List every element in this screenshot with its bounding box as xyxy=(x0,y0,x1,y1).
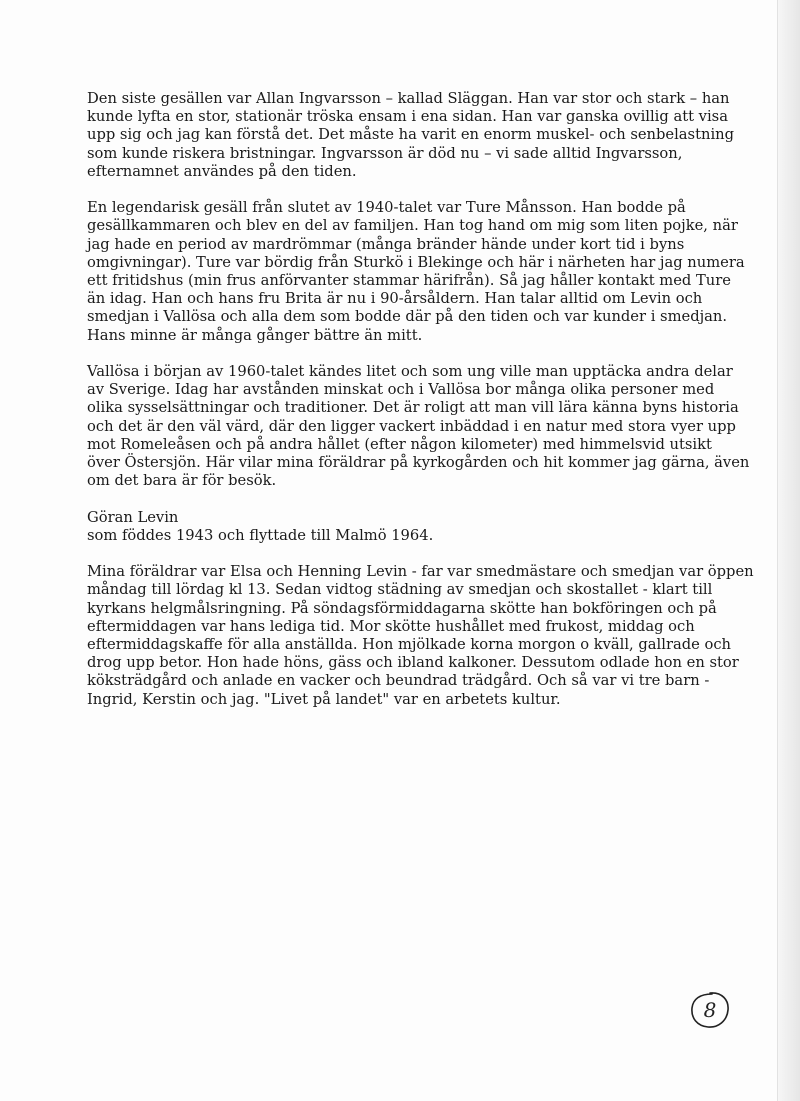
text-line: ett fritidshus (min frus anförvanter stammar härifrån). Så jag håller kontakt med Ture xyxy=(87,272,731,290)
text-line: jag hade en period av mardrömmar (många bränder hände under kort tid i byns xyxy=(87,235,685,253)
text-line: mot Romeleåsen och på andra hållet (efter någon kilometer) med himmelsvid utsikt xyxy=(87,435,712,453)
page-number-label: 8 xyxy=(703,998,717,1022)
paragraph-3 xyxy=(87,363,750,490)
author-note: som föddes 1943 och flyttade till Malmö 1964. xyxy=(87,526,434,544)
text-line: efternamnet användes på den tiden. xyxy=(87,162,357,180)
text-line: upp sig och jag kan förstå det. Det måste ha varit en enorm muskel- och senbelastning xyxy=(87,126,735,144)
page-edge-shadow xyxy=(777,0,800,1101)
text-line: Mina föräldrar var Elsa och Henning Levin - far var smedmästare och smedjan var öppen xyxy=(87,563,754,581)
text-line: som kunde riskera bristningar. Ingvarsson är död nu – vi sade alltid Ingvarsson, xyxy=(87,144,683,162)
text-line: omgivningar). Ture var bördig från Sturkö i Blekinge och här i närheten har jag numera xyxy=(87,253,745,271)
text-line: än idag. Han och hans fru Brita är nu i 90-årsåldern. Han talar alltid om Levin och xyxy=(87,290,703,308)
text-line: köksträdgård och anlade en vacker och beundrad trädgård. Och så var vi tre barn - xyxy=(87,672,710,690)
text-line: En legendarisk gesäll från slutet av 1940-talet var Ture Månsson. Han bodde på xyxy=(87,199,686,217)
paragraph-5 xyxy=(87,563,754,709)
text-line: Hans minne är många gånger bättre än mitt. xyxy=(87,326,423,344)
author-name: Göran Levin xyxy=(87,508,179,526)
text-line: smedjan i Vallösa och alla dem som bodde där på den tiden och var kunder i smedjan. xyxy=(87,308,728,326)
text-line: och det är den väl värd, där den ligger vackert inbäddad i en natur med stora vyer upp xyxy=(87,417,736,435)
document-body xyxy=(87,90,754,727)
text-line: drog upp betor. Hon hade höns, gäss och ibland kalkoner. Dessutom odlade hon en stor xyxy=(87,654,739,672)
paragraph-2 xyxy=(87,199,745,345)
text-line: Ingrid, Kerstin och jag. "Livet på landet" var en arbetets kultur. xyxy=(87,690,561,708)
text-line: eftermiddagskaffe för alla anställda. Hon mjölkade korna morgon o kväll, gallrade och xyxy=(87,636,732,654)
text-line: kunde lyfta en stor, stationär tröska ensam i ena sidan. Han var ganska ovillig att visa xyxy=(87,108,728,126)
text-line: gesällkammaren och blev en del av familjen. Han tog hand om mig som liten pojke, när xyxy=(87,217,738,235)
handwritten-page-number xyxy=(689,990,731,1030)
text-line: om det bara är för besök. xyxy=(87,472,277,490)
text-line: eftermiddagen var hans lediga tid. Mor skötte hushållet med frukost, middag och xyxy=(87,617,695,635)
circled-number-icon xyxy=(689,990,731,1030)
text-line: över Östersjön. Här vilar mina föräldrar på kyrkogården och hit kommer jag gärna, även xyxy=(87,454,750,472)
text-line: måndag till lördag kl 13. Sedan vidtog städning av smedjan och skostallet - klart till xyxy=(87,581,713,599)
text-line: Den siste gesällen var Allan Ingvarsson – kallad Släggan. Han var stor och stark – han xyxy=(87,90,730,107)
author-signature xyxy=(87,509,687,545)
text-line: olika sysselsättningar och traditioner. Det är roligt att man vill lära känna byns historia xyxy=(87,399,739,417)
paragraph-1 xyxy=(87,90,735,181)
text-line: kyrkans helgmålsringning. På söndagsförmiddagarna skötte han bokföringen och på xyxy=(87,599,717,617)
text-line: av Sverige. Idag har avstånden minskat och i Vallösa bor många olika personer med xyxy=(87,381,715,399)
text-line: Vallösa i början av 1960-talet kändes litet och som ung ville man upptäcka andra delar xyxy=(87,363,733,381)
